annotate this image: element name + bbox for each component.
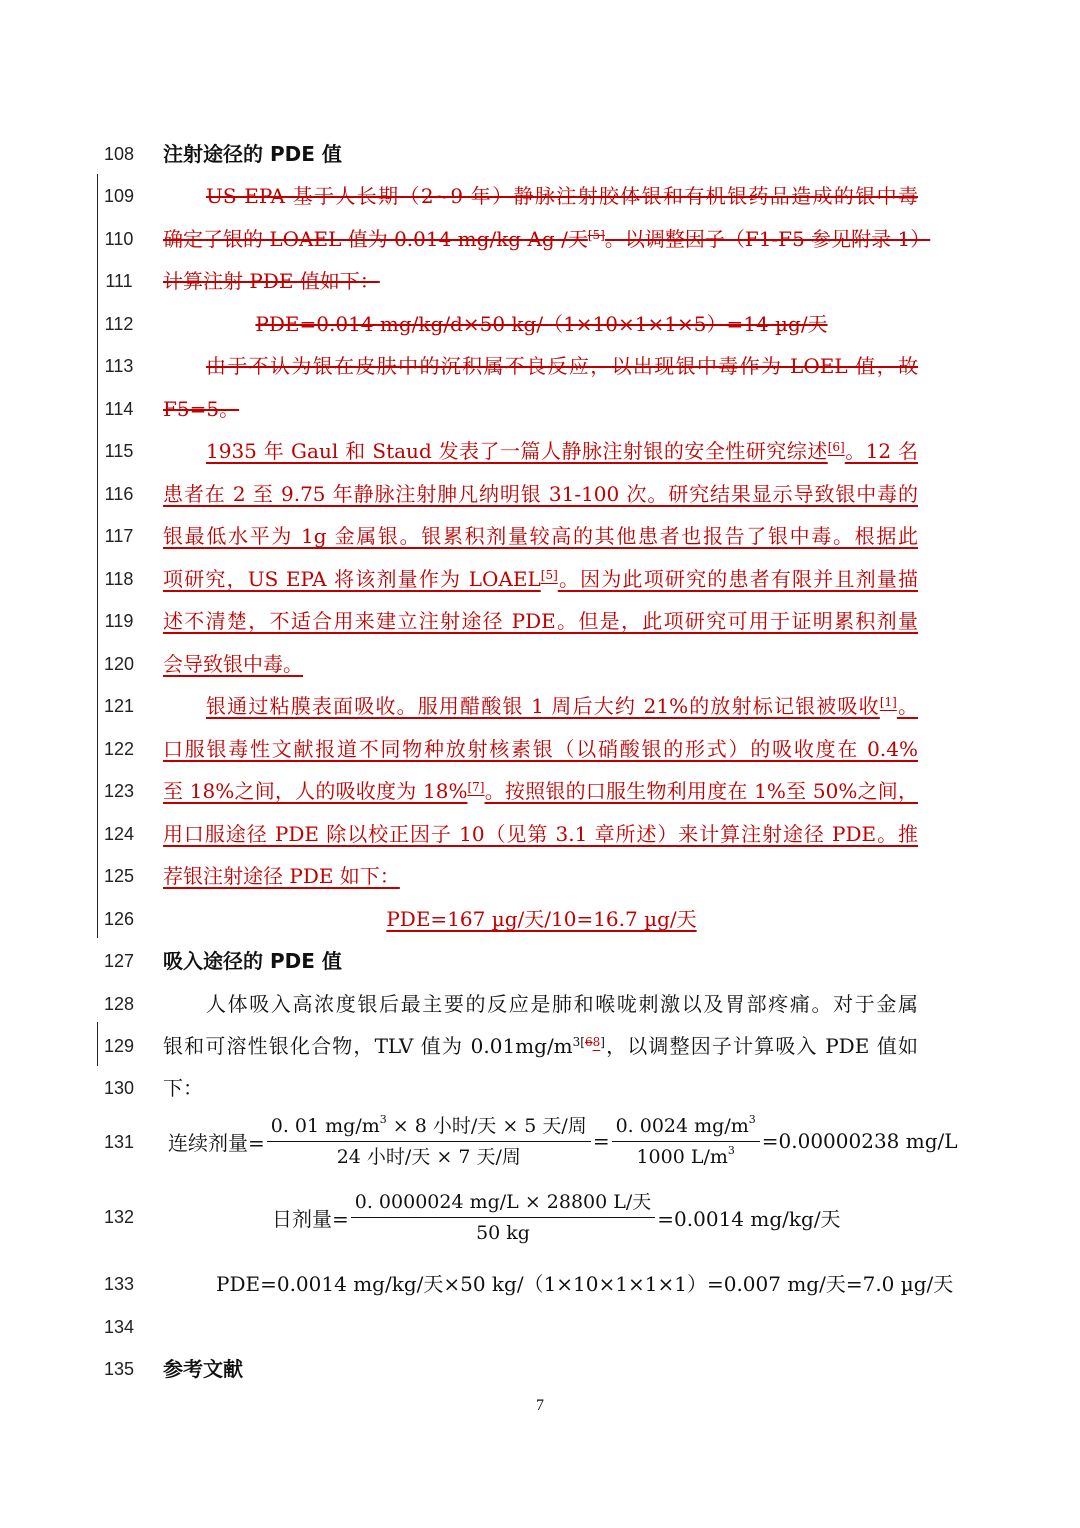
deleted-text-line [163,267,920,295]
inserted-text: 患者在 2 至 9.75 年静脉注射胂凡纳明银 31-100 次。研究结果显示导致银中毒的 [163,482,918,506]
line-number: 126 [103,909,135,929]
line-number: 123 [103,781,135,801]
inserted-text: 。12 名 [844,439,918,463]
inserted-text-line [163,480,918,508]
line-number: 124 [103,824,135,844]
deleted-text: 由于不认为银在皮肤中的沉积属不良反应，以出现银中毒作为 LOEL 值，故 [206,354,918,378]
line-number: 129 [103,1036,135,1056]
citation-ref: [6] [827,440,845,454]
paragraph-line [163,1032,918,1060]
fraction-denominator: 24 小时/天 × 7 天/周 [336,1145,521,1168]
line-number: 116 [104,484,134,504]
inserted-text: 项研究，US EPA 将该剂量作为 LOAEL [163,567,541,591]
fraction-numerator: 0. 01 $mg/m^3 \times 8$ 小时/天 × 5 天/周 [267,1114,591,1142]
equation-rhs: =0.00000238 mg/L [761,1129,958,1153]
equation-lhs: 日剂量= [272,1206,349,1231]
paragraph-line: 人体吸入高浓度银后最主要的反应是肺和喉咙刺激以及胃部疼痛。对于金属 [206,992,918,1016]
line-number: 121 [103,696,135,716]
fraction-numerator: 0. 0024 $mg/m^3$ [612,1114,760,1142]
inserted-text: 银最低水平为 1g 金属银。银累积剂量较高的其他患者也报告了银中毒。根据此 [163,524,918,548]
inserted-text: 银通过粘膜表面吸收。服用醋酸银 1 周后大约 21%的放射标记银被吸收 [206,694,880,718]
inserted-text-line [163,820,918,848]
line-number: 108 [103,144,135,164]
citation-ref: [1] [879,695,897,709]
fraction-denominator: 1000 $L/m^3$ [636,1143,735,1168]
citation-ref: [7] [467,780,485,794]
citation-ref: [5] [587,228,605,242]
fraction [612,1114,760,1169]
equation-rhs: =0.0014 mg/kg/天 [657,1206,841,1231]
fraction-denominator: 50 kg [476,1221,530,1244]
line-number: 111 [105,271,133,291]
citation-ref-deleted: 6 [584,1035,593,1049]
deleted-text: 计算注射 PDE 值如下： [163,269,380,293]
citation-ref-inserted: 8 [592,1035,601,1049]
deleted-text: F5=5。 [163,397,240,421]
inserted-text-line [163,777,918,805]
deleted-formula [163,310,920,338]
inserted-text: 1935 年 Gaul 和 Staud 发表了一篇人静脉注射银的安全性研究综述 [206,439,828,463]
line-number: 130 [103,1078,135,1098]
inserted-text: 述不清楚，不适合用来建立注射途径 PDE。但是，此项研究可用于证明累积剂量 [163,609,918,633]
line-number: 112 [104,314,134,334]
inserted-text-line [163,522,918,550]
inserted-text: 。按照银的口服生物利用度在 1%至 50%之间， [484,779,918,803]
line-number: 131 [103,1132,135,1152]
references-heading: 参考文献 [163,1357,243,1381]
equation-pde-inhalation: PDE=0.0014 mg/kg/天×50 kg/（1×10×1×1×1）=0.007 mg/天=7.0 µg/天 [216,1272,954,1296]
citation-ref [580,1035,605,1049]
section-heading-injection: 注射途径的 PDE 值 [163,142,342,166]
deleted-text: 。以调整因子（F1-F5 参见附录 1） [604,227,931,251]
paragraph-text: 银和可溶性银化合物，TLV 值为 0.01mg/m [163,1034,573,1058]
inserted-text-line [163,862,920,890]
fraction [267,1114,591,1169]
line-number: 117 [104,526,134,546]
line-number: 127 [103,951,135,971]
deleted-text-line [206,352,918,380]
inserted-text: 用口服途径 PDE 除以校正因子 10（见第 3.1 章所述）来计算注射途径 PDE。推 [163,822,918,846]
deleted-text-line [163,395,920,423]
inserted-text-line [163,735,918,763]
equals-sign: = [592,1129,610,1153]
paragraph-line: 下： [163,1076,203,1100]
citation-bracket: [ [580,1035,585,1049]
fraction [351,1190,656,1245]
superscript: 3 [572,1035,581,1049]
line-number: 119 [104,611,134,631]
line-number: 114 [104,399,134,419]
line-number: 135 [103,1359,135,1379]
inserted-text-line [206,692,918,720]
line-number: 125 [103,866,135,886]
inserted-text: PDE=167 µg/天/10=16.7 µg/天 [386,907,697,931]
inserted-text: 口服银毒性文献报道不同物种放射核素银（以硝酸银的形式）的吸收度在 0.4% [163,737,918,761]
line-number: 118 [104,569,134,589]
deleted-text: 确定了银的 LOAEL 值为 0.014 mg/kg Ag /天 [163,227,588,251]
inserted-text-line [163,650,920,678]
line-number: 110 [104,229,134,249]
fraction-numerator: 0. 0000024 mg/L × 28800 L/天 [351,1190,656,1218]
equation-continuous-dose [168,1110,958,1172]
deleted-text: US EPA 基于人长期（2~9 年）静脉注射胶体银和有机银药品造成的银中毒 [206,184,918,208]
line-number: 115 [104,441,134,461]
section-heading-inhalation: 吸入途径的 PDE 值 [163,949,342,973]
equation-lhs: 连续剂量= [168,1130,265,1155]
inserted-text-line [163,607,918,635]
inserted-text-line [206,437,918,465]
deleted-text-line [163,225,931,253]
equation-daily-dose [272,1186,841,1248]
inserted-text-line [163,565,918,593]
deleted-text: PDE=0.014 mg/kg/d×50 kg/（1×10×1×1×5）=14 µg/天 [255,312,828,336]
inserted-text: 至 18%之间，人的吸收度为 18% [163,779,468,803]
inserted-formula [163,905,920,933]
line-number: 132 [103,1207,135,1227]
line-number: 133 [103,1274,135,1294]
line-number: 113 [104,356,134,376]
inserted-text: 。因为此项研究的患者有限并且剂量描 [557,567,919,591]
line-number: 134 [103,1317,135,1337]
deleted-text-line [206,182,918,210]
page-number: 7 [536,1397,544,1414]
line-number: 122 [103,739,135,759]
citation-ref: [5] [540,568,558,582]
line-number: 120 [103,654,135,674]
line-number: 128 [103,994,135,1014]
inserted-text: 会导致银中毒。 [163,652,303,676]
citation-bracket: ] [600,1035,605,1049]
inserted-text: 。 [896,694,919,718]
line-number: 109 [103,186,135,206]
inserted-text: 荐银注射途径 PDE 如下： [163,864,400,888]
paragraph-text: ，以调整因子计算吸入 PDE 值如 [604,1034,918,1058]
